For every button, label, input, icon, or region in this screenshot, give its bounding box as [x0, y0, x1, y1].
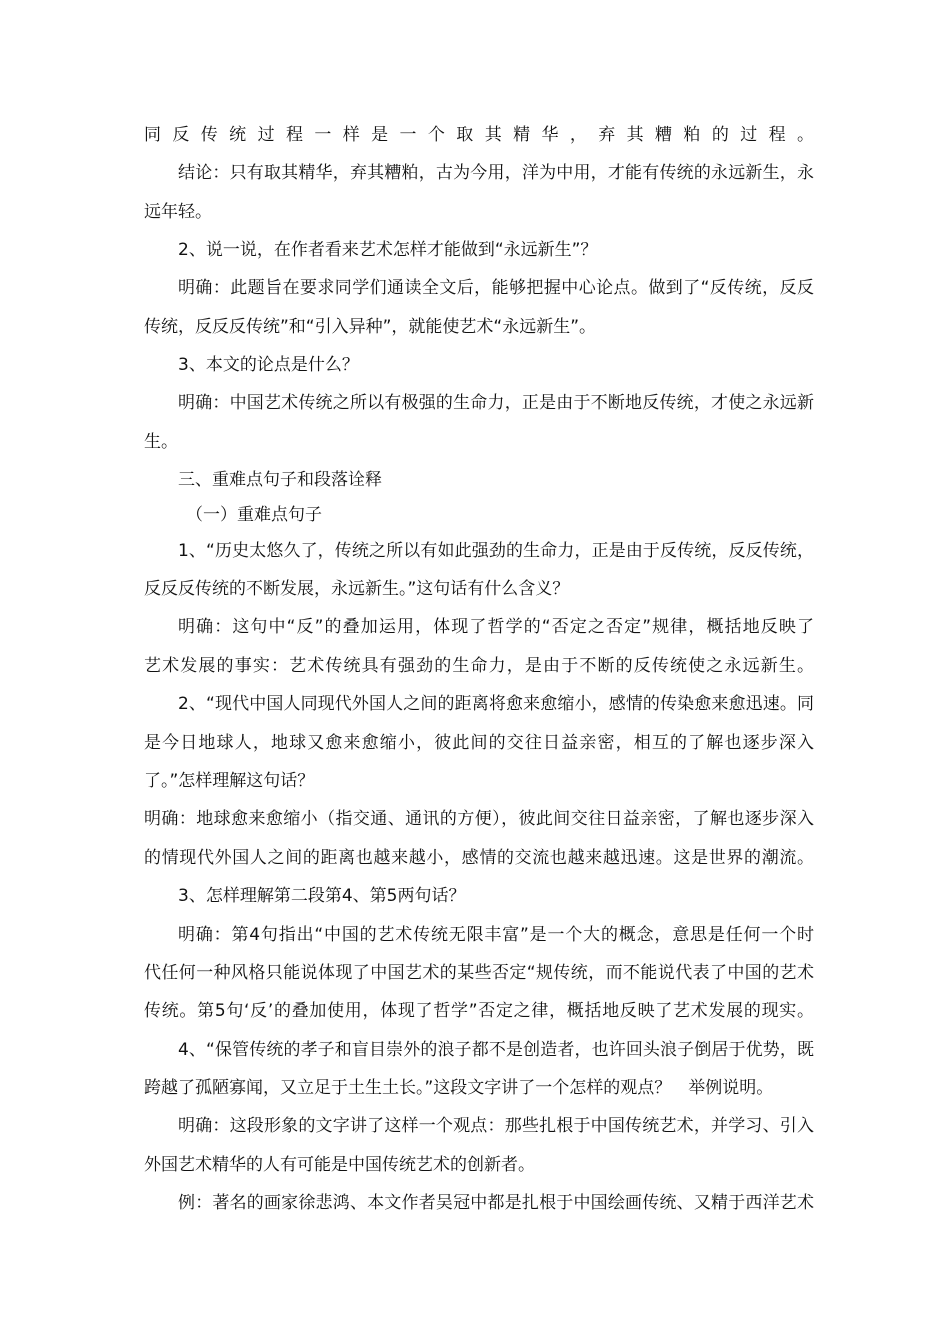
- text-line: 传统，反反反传统”和“引入异种”，就能使艺术“永远新生”。: [144, 317, 597, 337]
- text-line: 明确：中国艺术传统之所以有极强的生命力，正是由于不断地反传统，才使之永远新: [178, 393, 814, 413]
- text-line: 传统。第5句‘反’的叠加使用，体现了哲学”否定之律，概括地反映了艺术发展的现实。: [144, 1001, 814, 1021]
- text-line: 生。: [144, 432, 178, 452]
- text-line: 明确：这段形象的文字讲了这样一个观点：那些扎根于中国传统艺术，并学习、引入: [178, 1116, 814, 1136]
- text-line: 3、本文的论点是什么？: [178, 355, 359, 375]
- text-line: 结论：只有取其精华，弃其糟粕，古为今用，洋为中用，才能有传统的永远新生，永: [178, 163, 814, 183]
- text-line: 反反反传统的不断发展，永远新生。”这句话有什么含义？: [144, 579, 570, 599]
- text-line: 2、“现代中国人同现代外国人之间的距离将愈来愈缩小，感情的传染愈来愈迅速。同: [178, 694, 814, 714]
- text-line: 例：著名的画家徐悲鸿、本文作者吴冠中都是扎根于中国绘画传统、又精于西洋艺术: [178, 1193, 814, 1213]
- text-line: 明确：第4句指出“中国的艺术传统无限丰富”是一个大的概念，意思是任何一个时: [178, 925, 814, 945]
- text-line: 明确：此题旨在要求同学们通读全文后，能够把握中心论点。做到了“反传统，反反: [178, 278, 814, 298]
- text-line: 艺术发展的事实：艺术传统具有强劲的生命力，是由于不断的反传统使之永远新生。: [144, 656, 814, 676]
- text-line: 明确：这句中“反”的叠加运用，体现了哲学的“否定之否定”规律，概括地反映了: [178, 617, 814, 637]
- text-line: 4、“保管传统的孝子和盲目崇外的浪子都不是创造者，也许回头浪子倒居于优势，既: [178, 1040, 814, 1060]
- text-line: 了。”怎样理解这句话？: [144, 771, 315, 791]
- text-line: 跨越了孤陋寡闻，又立足于土生土长。”这段文字讲了一个怎样的观点？ 举例说明。: [144, 1078, 774, 1098]
- subsection-heading: （一）重难点句子: [186, 505, 322, 525]
- text-line: 外国艺术精华的人有可能是中国传统艺术的创新者。: [144, 1155, 535, 1175]
- text-line: 代任何一种风格只能说体现了中国艺术的某些否定“规传统，而不能说代表了中国的艺术: [144, 963, 814, 983]
- text-line: 1、“历史太悠久了，传统之所以有如此强劲的生命力，正是由于反传统，反反传统，: [178, 541, 814, 561]
- text-line: 3、怎样理解第二段第4、第5两句话？: [178, 886, 466, 906]
- text-line: 2、说一说，在作者看来艺术怎样才能做到“永远新生”？: [178, 240, 598, 260]
- text-line: 远年轻。: [144, 202, 212, 222]
- text-line: 的情现代外国人之间的距离也越来越小，感情的交流也越来越迅速。这是世界的潮流。: [144, 848, 814, 868]
- text-line: 明确：地球愈来愈缩小（指交通、通讯的方便），彼此间交往日益亲密，了解也逐步深入: [144, 809, 814, 829]
- text-line: 同反传统过程一样是一个取其精华，弃其糟粕的过程。: [144, 125, 814, 145]
- text-line: 是今日地球人，地球又愈来愈缩小，彼此间的交往日益亲密，相互的了解也逐步深入: [144, 733, 814, 753]
- section-heading: 三、重难点句子和段落诠释: [178, 470, 382, 490]
